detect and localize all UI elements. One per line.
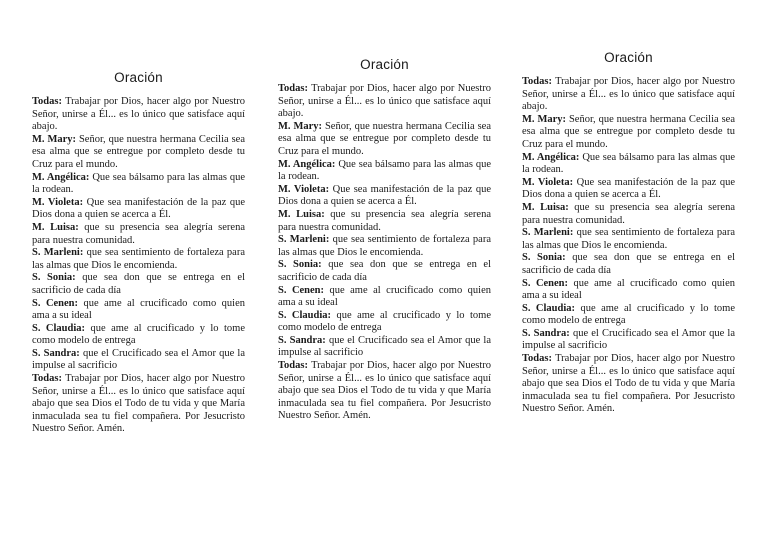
speaker-label: M. Angélica: [278, 158, 336, 170]
prayer-line [278, 259, 491, 284]
speaker-label: S. Sonia: [522, 252, 566, 264]
prayer-column-2 [278, 57, 491, 423]
speaker-label: S. Cenen: [278, 284, 325, 296]
prayer-text: que ame al crucificado y lo tome como modelo de entrega [278, 309, 492, 334]
speaker-label: M. Violeta: [278, 183, 330, 195]
prayer-line [32, 222, 245, 247]
prayer-line [522, 278, 735, 303]
prayer-text: que su presencia sea alegría serena para nuestra comunidad. [522, 201, 735, 226]
prayer-line [278, 310, 491, 335]
prayer-text: Trabajar por Dios, hacer algo por Nuestro Señor, unirse a Él... es lo único que satisface aquí abajo que sea Dios el Todo de tu vida y que María inmaculada sea tu fiel compañera. Por Jesucristo Nuestro Señor. Amén. [32, 373, 245, 435]
prayer-line [522, 328, 735, 353]
prayer-text: Señor, que nuestra hermana Cecilia sea esa alma que se entregue por completo desde tu Cruz para el mundo. [32, 133, 245, 170]
prayer-line [278, 159, 491, 184]
speaker-label: S. Cenen: [522, 277, 569, 289]
speaker-label: S. Claudia: [278, 309, 332, 321]
prayer-line [278, 285, 491, 310]
prayer-line [522, 202, 735, 227]
prayer-line [278, 360, 491, 423]
prayer-line [522, 303, 735, 328]
prayer-text: que su presencia sea alegría serena para nuestra comunidad. [32, 221, 245, 246]
prayer-text: que sea sentimiento de fortaleza para las almas que Dios le encomienda. [522, 227, 735, 251]
speaker-label: M. Mary: [32, 133, 77, 145]
prayer-text: Trabajar por Dios, hacer algo por Nuestro Señor, unirse a Él... es lo único que satisface aquí abajo que sea Dios el Todo de tu vida y que María inmaculada sea tu fiel compañera. Por Jesucristo Nuestro Señor. Amén. [278, 360, 491, 422]
speaker-label: S. Cenen: [32, 297, 79, 309]
speaker-label: Todas: [522, 76, 552, 87]
prayer-line [522, 76, 735, 114]
prayer-line [32, 373, 245, 436]
prayer-text: que el Crucificado sea el Amor que la impulse al sacrificio [32, 347, 245, 372]
speaker-label: Todas: [278, 360, 308, 372]
prayer-line [522, 152, 735, 177]
speaker-label: M. Violeta: [32, 196, 84, 208]
prayer-text: Trabajar por Dios, hacer algo por Nuestro Señor, unirse a Él... es lo único que satisface aquí abajo. [278, 83, 491, 120]
prayer-line [278, 121, 491, 159]
prayer-text: que ame al crucificado y lo tome como modelo de entrega [522, 302, 736, 327]
speaker-label: S. Claudia: [522, 302, 576, 314]
prayer-text: Que sea manifestación de la paz que Dios dona a quien se acerca a Él. [278, 183, 492, 208]
prayer-text: Que sea bálsamo para las almas que la rodean. [32, 171, 246, 196]
prayer-line [32, 172, 245, 197]
speaker-label: M. Mary: [522, 113, 567, 125]
prayer-line [32, 96, 245, 134]
prayer-line [522, 114, 735, 152]
speaker-label: M. Luisa: [32, 221, 79, 233]
prayer-text: que sea don que se entrega en el sacrificio de cada día [32, 272, 245, 296]
speaker-label: M. Luisa: [278, 208, 325, 220]
prayer-line [32, 134, 245, 172]
prayer-line [32, 247, 245, 272]
prayer-text: Que sea manifestación de la paz que Dios dona a quien se acerca a Él. [522, 176, 736, 201]
prayer-text: que ame al crucificado como quien ama a su ideal [278, 284, 491, 309]
prayer-title: Oración [360, 57, 409, 72]
prayer-line [278, 234, 491, 259]
speaker-label: S. Sonia: [278, 259, 322, 271]
prayer-text: Que sea manifestación de la paz que Dios dona a quien se acerca a Él. [32, 196, 246, 221]
prayer-line [522, 177, 735, 202]
prayer-text: que sea don que se entrega en el sacrificio de cada día [278, 259, 491, 283]
prayer-text: que su presencia sea alegría serena para nuestra comunidad. [278, 208, 491, 233]
prayer-column-3 [522, 50, 735, 416]
speaker-label: M. Mary: [278, 120, 323, 132]
prayer-text: que sea sentimiento de fortaleza para las almas que Dios le encomienda. [32, 247, 245, 271]
speaker-label: M. Angélica: [32, 171, 90, 183]
prayer-text: que el Crucificado sea el Amor que la impulse al sacrificio [522, 327, 735, 352]
speaker-label: S. Marleni: [522, 227, 574, 239]
prayer-text: Señor, que nuestra hermana Cecilia sea esa alma que se entregue por completo desde tu Cruz para el mundo. [278, 120, 491, 157]
speaker-label: S. Marleni: [278, 234, 330, 246]
prayer-text: que el Crucificado sea el Amor que la impulse al sacrificio [278, 334, 491, 359]
prayer-text: Trabajar por Dios, hacer algo por Nuestro Señor, unirse a Él... es lo único que satisface aquí abajo. [522, 76, 735, 113]
prayer-line [32, 272, 245, 297]
prayer-line [32, 298, 245, 323]
speaker-label: Todas: [278, 83, 308, 94]
prayer-text: Trabajar por Dios, hacer algo por Nuestro Señor, unirse a Él... es lo único que satisface aquí abajo que sea Dios el Todo de tu vida y que María inmaculada sea tu fiel compañera. Por Jesucristo Nuestro Señor. Amén. [522, 353, 735, 415]
prayer-title: Oración [604, 50, 653, 65]
prayer-text: que ame al crucificado como quien ama a su ideal [522, 277, 735, 302]
prayer-line [522, 353, 735, 416]
speaker-label: Todas: [32, 373, 62, 385]
speaker-label: Todas: [522, 353, 552, 365]
prayer-text: que ame al crucificado y lo tome como modelo de entrega [32, 322, 246, 347]
prayer-text: que sea sentimiento de fortaleza para las almas que Dios le encomienda. [278, 234, 491, 258]
speaker-label: M. Luisa: [522, 201, 569, 213]
prayer-line [278, 184, 491, 209]
speaker-label: M. Angélica: [522, 151, 580, 163]
prayer-line [32, 348, 245, 373]
speaker-label: S. Sandra: [522, 327, 570, 339]
speaker-label: S. Sonia: [32, 272, 76, 284]
speaker-label: M. Violeta: [522, 176, 574, 188]
prayer-text: Trabajar por Dios, hacer algo por Nuestro Señor, unirse a Él... es lo único que satisface aquí abajo. [32, 96, 245, 133]
prayer-line [32, 323, 245, 348]
prayer-column-1 [32, 70, 245, 436]
prayer-text: Que sea bálsamo para las almas que la rodean. [278, 158, 492, 183]
prayer-text: Que sea bálsamo para las almas que la rodean. [522, 151, 736, 176]
prayer-line [522, 252, 735, 277]
prayer-line [32, 197, 245, 222]
prayer-line [278, 83, 491, 121]
prayer-text: Señor, que nuestra hermana Cecilia sea esa alma que se entregue por completo desde tu Cruz para el mundo. [522, 113, 735, 150]
prayer-line [278, 335, 491, 360]
prayer-text: que sea don que se entrega en el sacrificio de cada día [522, 252, 735, 276]
speaker-label: S. Marleni: [32, 247, 84, 259]
speaker-label: S. Sandra: [278, 334, 326, 346]
speaker-label: S. Sandra: [32, 347, 80, 359]
prayer-title: Oración [114, 70, 163, 85]
prayer-line [278, 209, 491, 234]
prayer-line [522, 227, 735, 252]
speaker-label: S. Claudia: [32, 322, 86, 334]
speaker-label: Todas: [32, 96, 62, 107]
prayer-text: que ame al crucificado como quien ama a su ideal [32, 297, 245, 322]
